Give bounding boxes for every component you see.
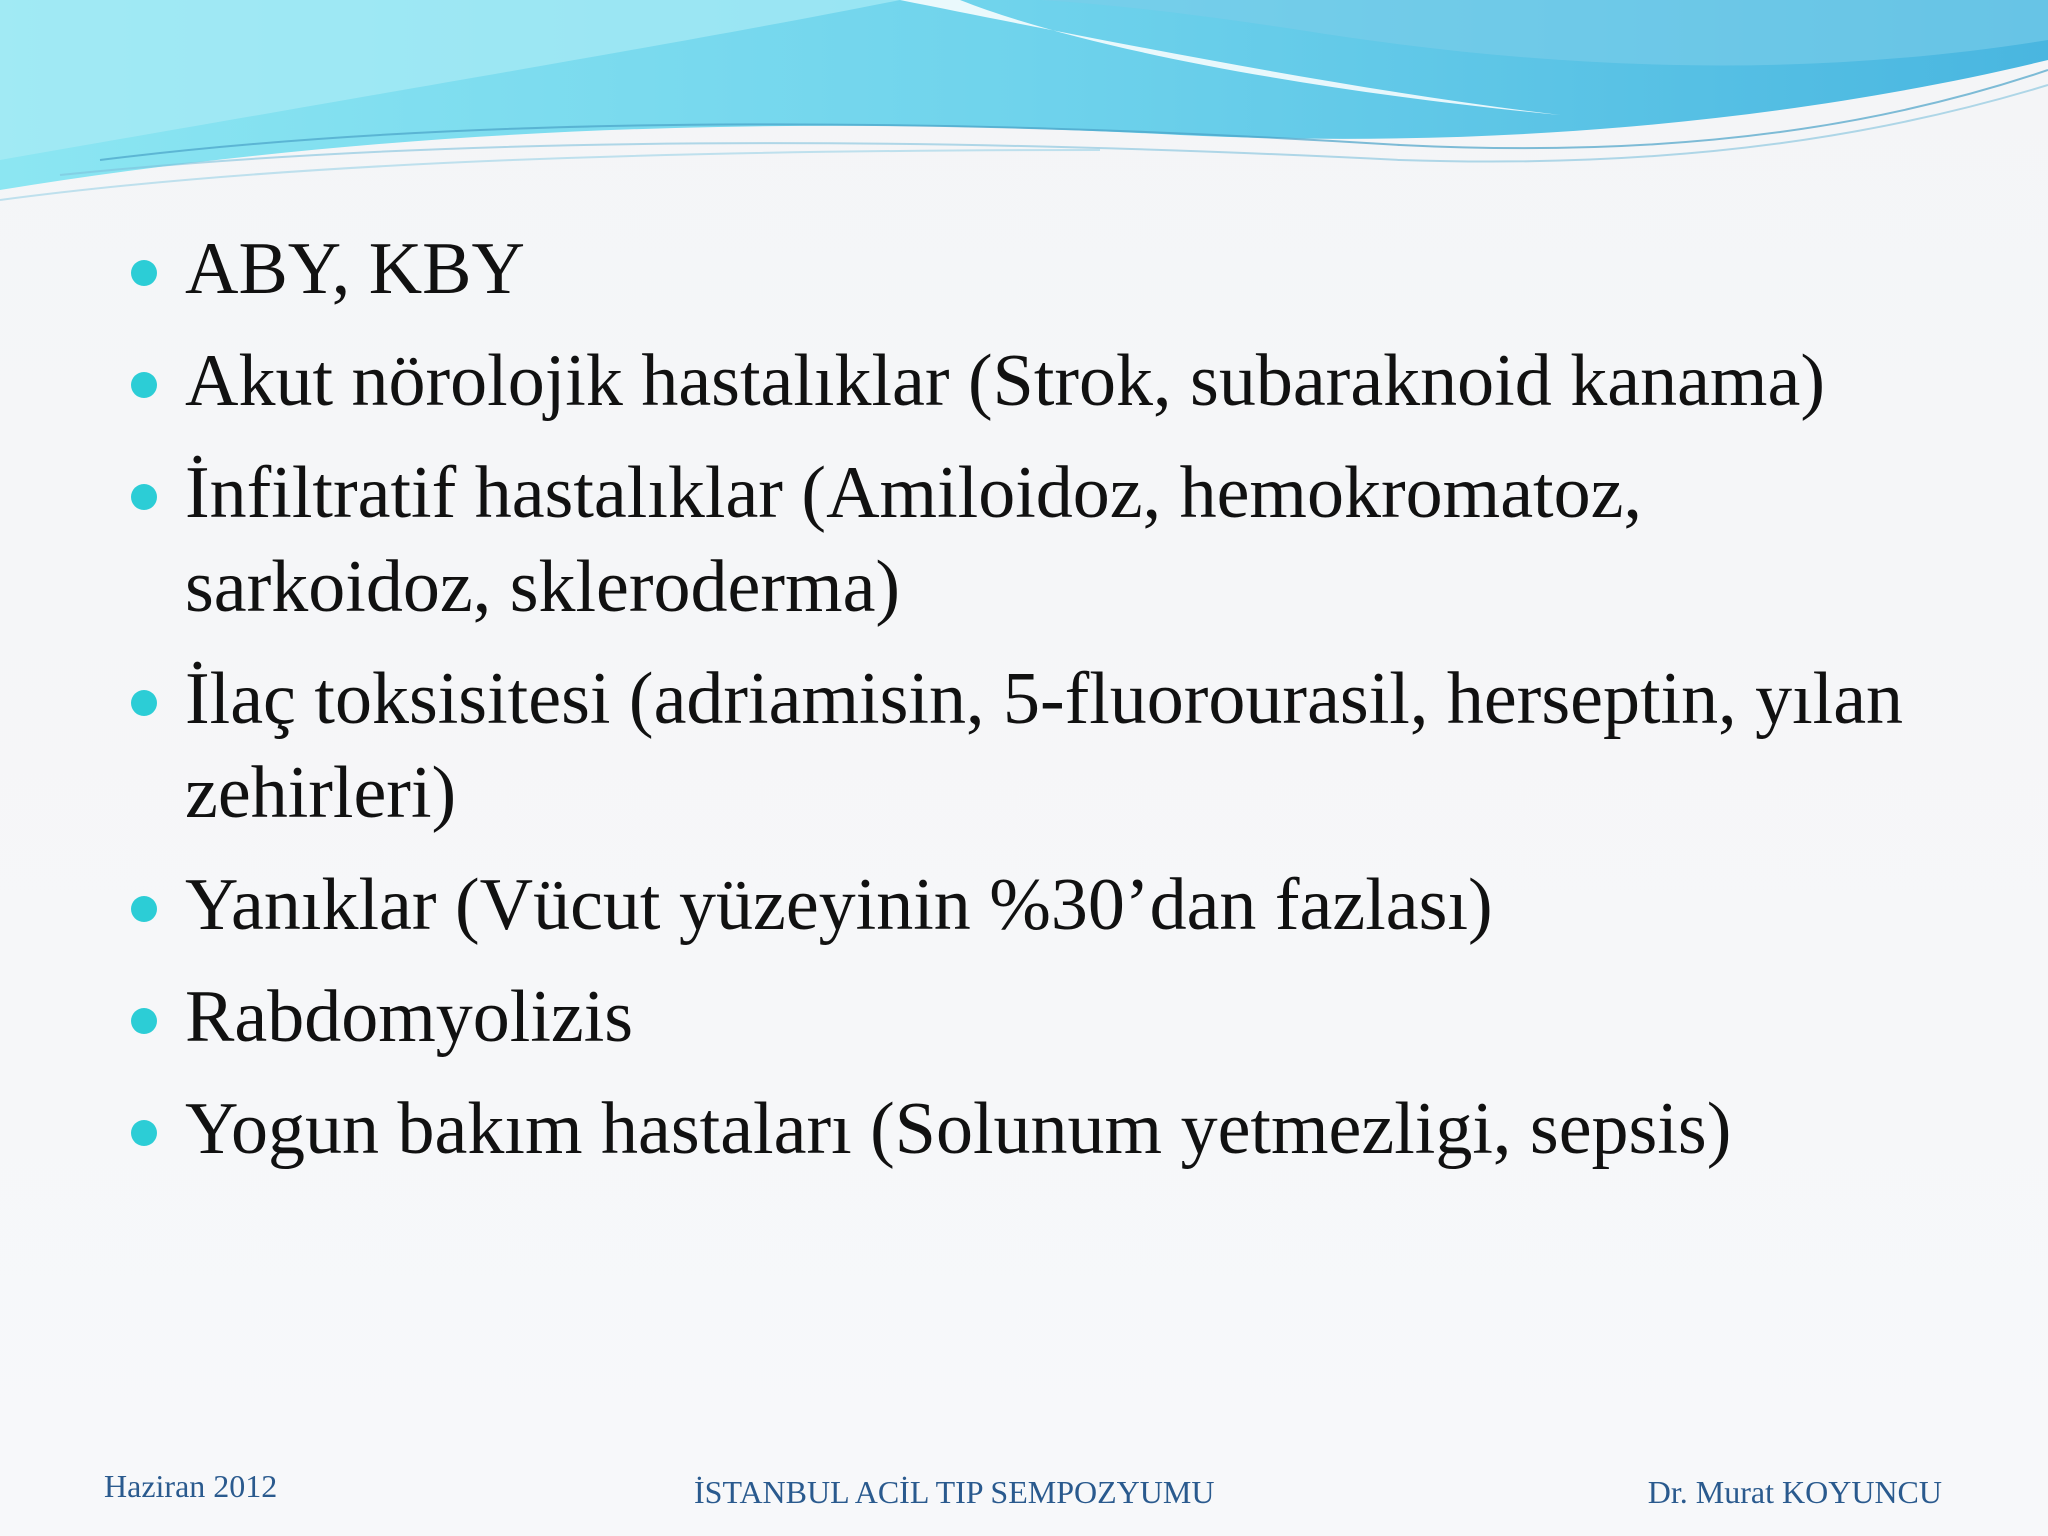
bullet-dot-icon — [131, 260, 157, 286]
footer-author: Dr. Murat KOYUNCU — [1647, 1474, 1942, 1510]
bullet-dot-icon — [131, 690, 157, 716]
bullet-dot-icon — [131, 484, 157, 510]
bullet-item — [125, 334, 1945, 428]
bullet-item — [125, 222, 1945, 316]
header-wave-decoration — [0, 0, 2048, 240]
bullet-text: İnfiltratif hastalıklar (Amiloidoz, hemokromatoz, sarkoidoz, skleroderma) — [185, 452, 1642, 628]
footer-event: İSTANBUL ACİL TIP SEMPOZYUMU — [694, 1474, 1215, 1510]
bullet-text: Rabdomyolizis — [185, 976, 634, 1058]
bullet-item — [125, 1082, 1945, 1176]
bullet-dot-icon — [131, 1008, 157, 1034]
bullet-text: Yogun bakım hastaları (Solunum yetmezligi, sepsis) — [185, 1088, 1732, 1170]
bullet-text: Yanıklar (Vücut yüzeyinin %30’dan fazlası) — [185, 864, 1493, 946]
bullet-text: İlaç toksisitesi (adriamisin, 5-fluorourasil, herseptin, yılan zehirleri) — [185, 658, 1904, 834]
bullet-dot-icon — [131, 896, 157, 922]
bullet-text: ABY, KBY — [185, 228, 525, 310]
bullet-item — [125, 970, 1945, 1064]
bullet-item — [125, 858, 1945, 952]
bullet-dot-icon — [131, 1120, 157, 1146]
bullet-text: Akut nörolojik hastalıklar (Strok, subaraknoid kanama) — [185, 340, 1825, 422]
bullet-item — [125, 652, 1945, 840]
bullet-item — [125, 446, 1945, 634]
footer-date: Haziran 2012 — [104, 1468, 278, 1504]
bullet-list — [125, 222, 1945, 1194]
bullet-dot-icon — [131, 372, 157, 398]
